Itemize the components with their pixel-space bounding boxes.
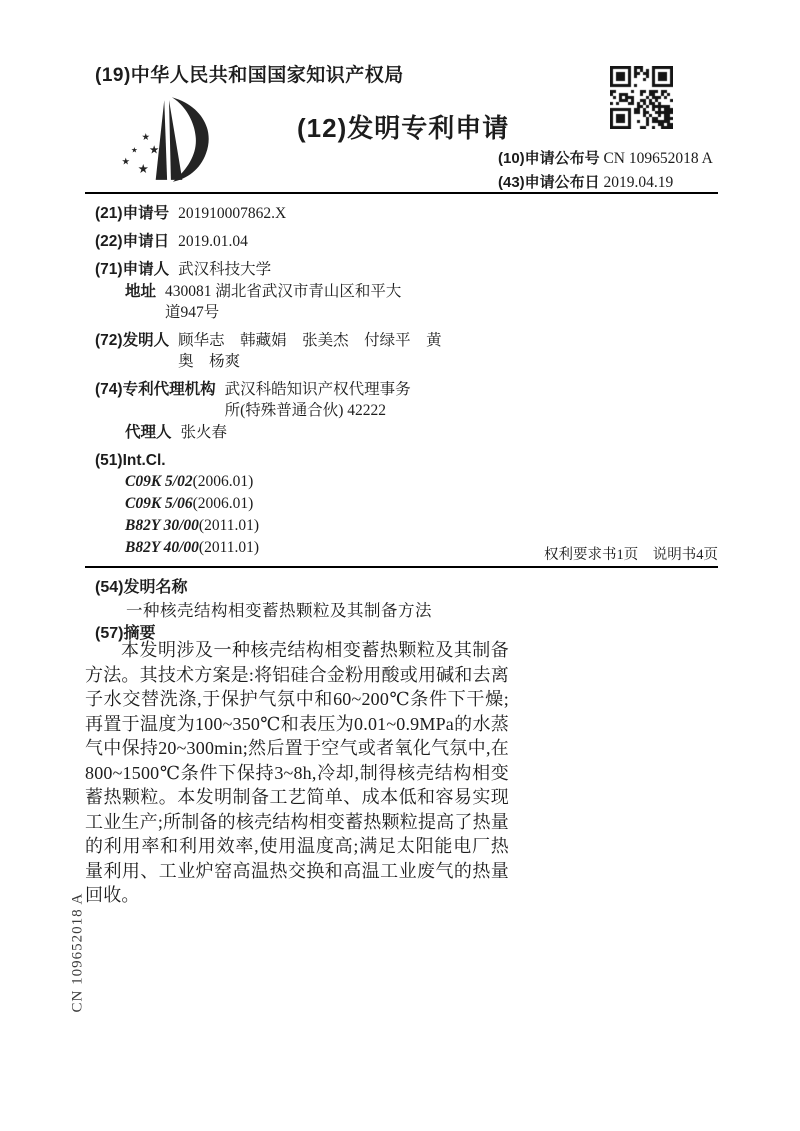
agency-row (95, 379, 509, 421)
side-publication-number: CN 109652018 A (69, 892, 86, 1013)
intcl-code: B82Y 30/00 (125, 517, 199, 534)
agency-block (95, 379, 509, 443)
publication-date-value: 2019.04.19 (603, 174, 674, 191)
agency-label: (74)专利代理机构 (95, 381, 216, 398)
intcl-code: C09K 5/06 (125, 495, 193, 512)
issuing-office: (19)中华人民共和国国家知识产权局 (95, 65, 404, 86)
svg-text:★: ★ (131, 145, 138, 155)
application-number-row (95, 203, 509, 224)
inventors-value: 顾华志 韩藏娟 张美杰 付绿平 黄奥 杨爽 (178, 332, 442, 370)
svg-text:★: ★ (121, 157, 131, 168)
header-divider (85, 192, 718, 194)
filing-date-label: (22)申请日 (95, 233, 170, 250)
document-type-title: (12)发明专利申请 (297, 113, 510, 143)
intcl-code-row (125, 515, 509, 536)
publication-number-value: CN 109652018 A (603, 150, 713, 167)
invention-title-label: (54)发明名称 (95, 579, 188, 596)
section-divider (85, 566, 718, 568)
publication-number-label: (10)申请公布号 (498, 150, 600, 167)
intcl-code: C09K 5/02 (125, 473, 193, 490)
applicant-value: 武汉科技大学 (178, 261, 272, 278)
applicant-block (95, 259, 509, 323)
intcl-code-row (125, 537, 509, 558)
address-row (125, 281, 509, 323)
intcl-version: (2006.01) (192, 495, 254, 512)
qr-code-icon (610, 66, 673, 129)
agent-value: 张火春 (180, 424, 228, 441)
applicant-label: (71)申请人 (95, 261, 170, 278)
inventors-label: (72)发明人 (95, 332, 170, 349)
invention-title: 一种核壳结构相变蓄热颗粒及其制备方法 (126, 601, 432, 620)
intcl-version: (2006.01) (192, 473, 254, 490)
intcl-version: (2011.01) (198, 539, 260, 556)
svg-text:★: ★ (137, 162, 149, 177)
publication-block (498, 147, 713, 195)
publication-date-label: (43)申请公布日 (498, 174, 600, 191)
intcl-label: (51)Int.Cl. (95, 452, 166, 469)
svg-text:★: ★ (141, 132, 150, 143)
agent-label: 代理人 (125, 424, 172, 441)
publication-number-line (498, 147, 713, 171)
bibliographic-section (95, 203, 509, 559)
svg-text:★: ★ (149, 144, 160, 157)
abstract-text: 本发明涉及一种核壳结构相变蓄热颗粒及其制备方法。其技术方案是:将铝硅合金粉用酸或用碱和去离子水交替洗涤,于保护气氛中和60~200℃条件下干燥;再置于温度为100~350℃和表压为0.01~0.9MPa的水蒸气中保持20~300min;然后置于空气或者氧化气氛中,在800~1500℃条件下保持3~8h,冷却,制得核壳结构相变蓄热颗粒。本发明制备工艺简单、成本低和容易实现工业生产;所制备的核壳结构相变蓄热颗粒提高了热量的利用率和利用效率,使用温度高;满足太阳能电厂热量利用、工业炉窑高温热交换和高温工业废气的热量回收。 (85, 640, 509, 905)
application-number-value: 201910007862.X (178, 205, 287, 222)
agent-row (125, 422, 509, 443)
cnipa-logo-icon (112, 92, 226, 187)
intcl-code: B82Y 40/00 (125, 539, 199, 556)
agency-value: 武汉科皓知识产权代理事务所(特殊普通合伙) 42222 (224, 381, 411, 419)
filing-date-value: 2019.01.04 (178, 233, 248, 250)
address-value: 430081 湖北省武汉市青山区和平大道947号 (165, 283, 402, 321)
inventors-row (95, 330, 509, 372)
abstract-label: (57)摘要 (95, 625, 156, 642)
address-label: 地址 (125, 283, 157, 300)
intcl-code-row (125, 471, 509, 492)
intcl-version: (2011.01) (198, 517, 260, 534)
intcl-block (95, 450, 509, 558)
application-number-label: (21)申请号 (95, 205, 170, 222)
pages-count-note: 权利要求书1页 说明书4页 (544, 547, 718, 563)
filing-date-row (95, 231, 509, 252)
intcl-code-row (125, 493, 509, 514)
applicant-row (95, 259, 509, 280)
